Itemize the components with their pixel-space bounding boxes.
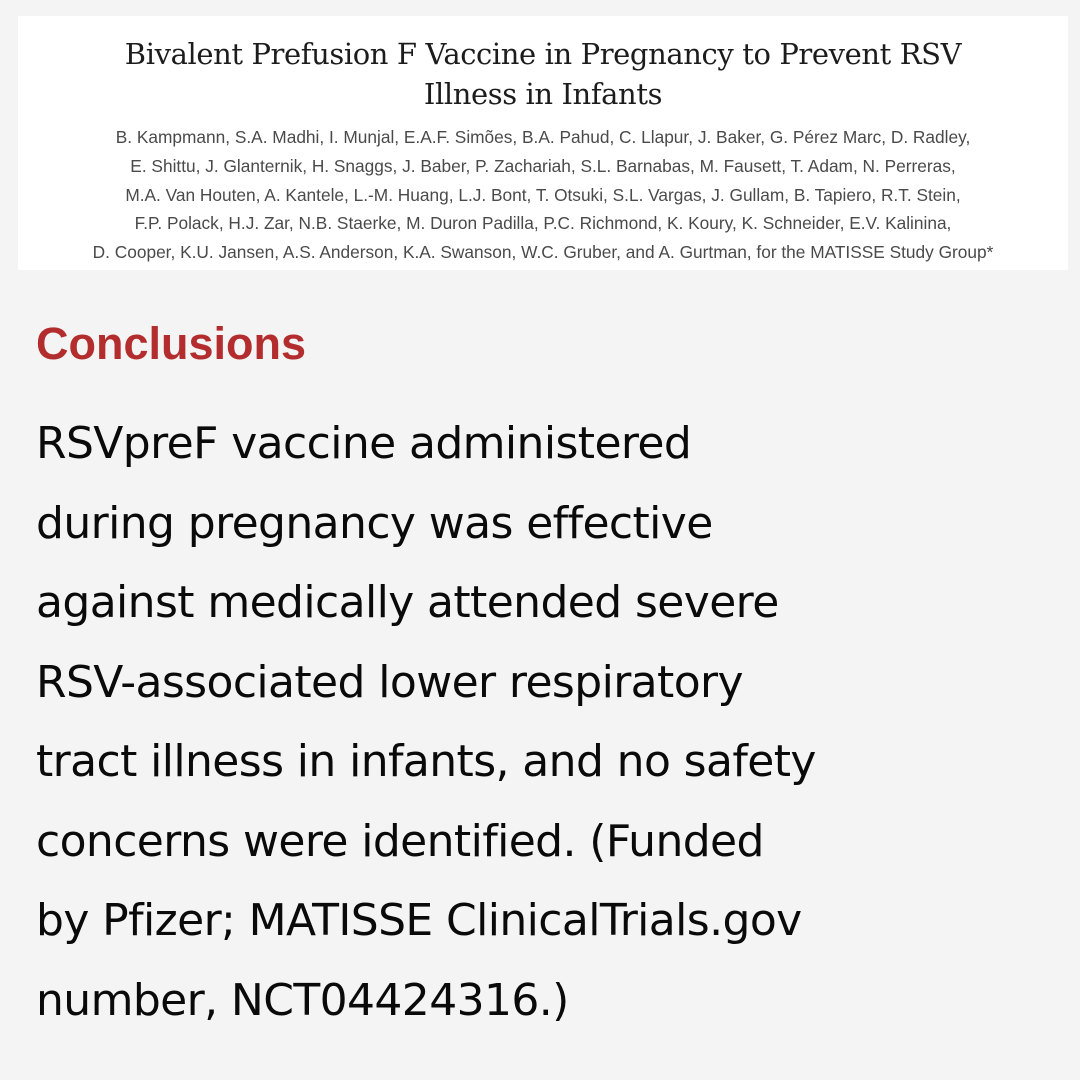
conclusion-line: against medically attended severe [36,577,779,628]
paper-title [18,34,1068,114]
conclusions-heading: Conclusions [36,318,307,369]
conclusion-line: number, NCT04424316.) [36,974,569,1026]
author-line: M.A. Van Houten, A. Kantele, L.-M. Huang, L.J. Bont, T. Otsuki, S.L. Vargas, J. Gullam, B. Tapiero, R.T. Stein, [125,184,961,205]
author-line: B. Kampmann, S.A. Madhi, I. Munjal, E.A.F. Simões, B.A. Pahud, C. Llapur, J. Baker, G. Pérez Marc, D. Radley, [115,127,971,147]
conclusion-line: during pregnancy was effective [36,497,713,549]
title-line: Bivalent Prefusion F Vaccine in Pregnancy to Prevent RSV [124,37,962,71]
author-line: F.P. Polack, H.J. Zar, N.B. Staerke, M. Duron Padilla, P.C. Richmond, K. Koury, K. Schneider, E.V. Kalinina, [134,213,952,234]
conclusion-line: RSV-associated lower respiratory [36,656,743,708]
title-line: Illness in Infants [423,77,663,111]
author-list [18,123,1068,267]
conclusion-line: RSVpreF vaccine administered [36,418,692,469]
conclusion-line: tract illness in infants, and no safety [36,736,816,787]
author-line: D. Cooper, K.U. Jansen, A.S. Anderson, K.A. Swanson, W.C. Gruber, and A. Gurtman, for the MATISSE Study Group* [92,242,994,263]
conclusions-text [36,404,1066,1040]
conclusion-line: concerns were identified. (Funded [36,815,764,867]
paper-header [18,16,1068,270]
author-line: E. Shittu, J. Glanternik, H. Snaggs, J. Baber, P. Zachariah, S.L. Barnabas, M. Fausett, T. Adam, N. Perreras, [130,155,956,176]
conclusion-line: by Pfizer; MATISSE ClinicalTrials.gov [36,895,802,946]
